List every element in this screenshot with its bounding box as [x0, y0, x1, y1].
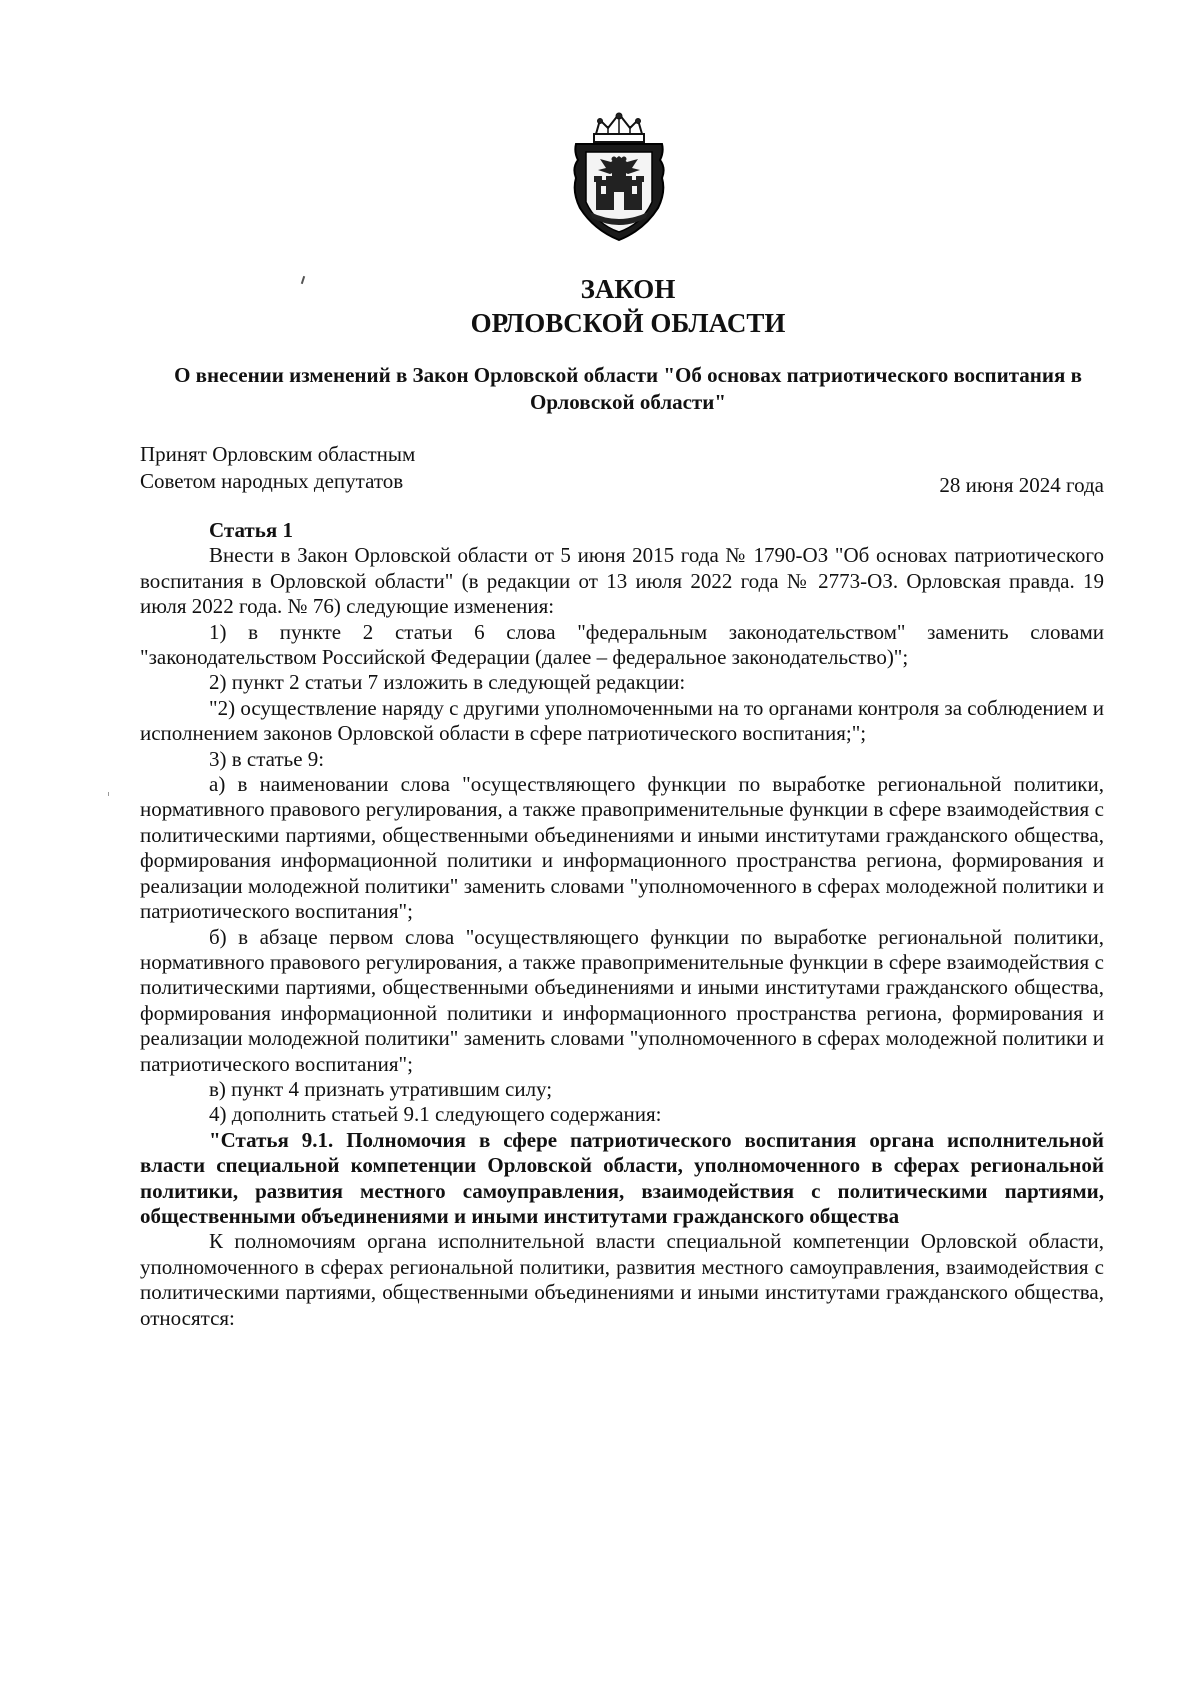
law-body [140, 518, 1104, 1331]
adoption-line-2: Советом народных депутатов [140, 469, 404, 493]
paragraph: в) пункт 4 признать утратившим силу; [209, 1076, 553, 1101]
law-subtitle: О внесении изменений в Закон Орловской области "Об основах патриотического воспитания в Орловской области" [174, 363, 1082, 414]
adoption-note [140, 441, 415, 495]
adoption-line-1: Принят Орловским областным [140, 442, 416, 466]
paragraph: К полномочиям органа исполнительной власти специальной компетенции Орловской области, уполномоченного в сферах региональной политики, развития местного самоуправления, взаимодействия с политическими партиями, общественными объединениями и иными институтами гражданского общества, относятся: [140, 1229, 1104, 1330]
adoption-date: 28 июня 2024 года [939, 473, 1104, 497]
paragraph: б) в абзаце первом слова "осуществляющего функции по выработке региональной политики, нормативного правового регулирования, а также правоприменительные функции в сфере взаимодействия с политическими партиями, общественными объединениями и иными институтами гражданского общества, формирования информационной политики и информационного пространства региона, формирования и реализации молодежной политики" заменить словами "уполномоченного в сферах молодежной политики и патриотического воспитания"; [140, 924, 1104, 1076]
article-9-1-heading: "Статья 9.1. Полномочия в сфере патриотического воспитания органа исполнительной власти специальной компетенции Орловской области, уполномоченного в сферах региональной политики, развития местного самоуправления, взаимодействия с политическими партиями, общественными объединениями и иными институтами гражданского общества [140, 1127, 1104, 1228]
scan-mark [108, 792, 109, 796]
paragraph: "2) осуществление наряду с другими уполномоченными на то органами контроля за соблюдением и исполнением законов Орловской области в сфере патриотического воспитания;"; [140, 695, 1104, 746]
paragraph: 2) пункт 2 статьи 7 изложить в следующей редакции: [209, 670, 686, 695]
law-region-title: ОРЛОВСКОЙ ОБЛАСТИ [470, 308, 786, 338]
law-title: ЗАКОН [580, 274, 676, 304]
paragraph: а) в наименовании слова "осуществляющего функции по выработке региональной политики, нормативного правового регулирования, а также правоприменительные функции в сфере взаимодействия с политическими партиями, общественными объединениями и иными институтами гражданского общества, формирования информационной политики и информационного пространства региона, формирования и реализации молодежной политики" заменить словами "уполномоченного в сферах молодежной политики и патриотического воспитания"; [140, 772, 1104, 924]
article-1-heading: Статья 1 [209, 518, 293, 542]
coat-of-arms-icon [570, 112, 668, 242]
paragraph: 3) в статье 9: [209, 746, 325, 771]
paragraph: Внести в Закон Орловской области от 5 июня 2015 года № 1790-ОЗ "Об основах патриотического воспитания в Орловской области" (в редакции от 13 июля 2022 года № 2773-ОЗ. Орловская правда. 19 июля 2022 года. № 76) следующие изменения: [140, 543, 1104, 619]
paragraph: 1) в пункте 2 статьи 6 слова "федеральным законодательством" заменить словами "законодательством Российской Федерации (далее – федеральное законодательство)"; [140, 619, 1104, 670]
paragraph: 4) дополнить статьей 9.1 следующего содержания: [209, 1102, 662, 1127]
